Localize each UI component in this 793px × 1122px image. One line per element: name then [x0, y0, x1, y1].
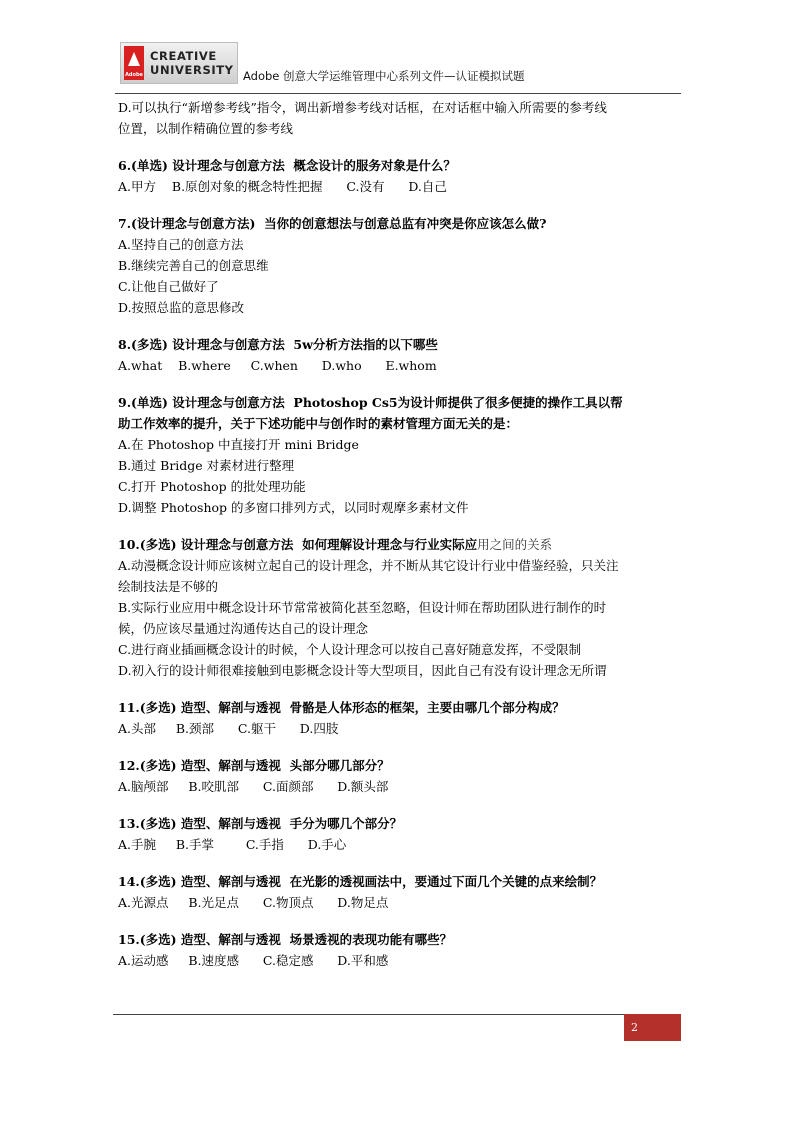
- header-title: Adobe 创意大学运维管理中心系列文件—认证模拟试题: [243, 69, 525, 83]
- question-7: [118, 213, 678, 318]
- question-10: [118, 534, 678, 681]
- question-14: [118, 871, 678, 913]
- question-title: 11.(多选) 造型、解剖与透视 骨骼是人体形态的框架，主要由哪几个部分构成？: [118, 700, 565, 715]
- page-number: 2: [631, 1021, 638, 1034]
- question-title: 13.(多选) 造型、解剖与透视 手分为哪几个部分？: [118, 816, 403, 831]
- continued-option-line: 位置，以制作精确位置的参考线: [118, 121, 294, 136]
- question-9: [118, 392, 678, 518]
- question-option-line: 候，仍应该尽量通过沟通传达自己的设计理念: [118, 621, 369, 636]
- question-option: C.让他自己做好了: [118, 279, 219, 294]
- question-option-line: C.进行商业插画概念设计的时候，个人设计理念可以按自己喜好随意发挥，不受限制: [118, 642, 582, 657]
- header-divider: [115, 93, 681, 94]
- adobe-logo-text: Adobe: [125, 72, 143, 78]
- question-option: C.打开 Photoshop 的批处理功能: [118, 479, 306, 494]
- question-15: [118, 929, 678, 971]
- question-option: A.坚持自己的创意方法: [118, 237, 244, 252]
- question-title: 8.(多选) 设计理念与创意方法 5w分析方法指的以下哪些: [118, 337, 438, 352]
- continued-option-line: D.可以执行“新增参考线”指令，调出新增参考线对话框，在对话框中输入所需要的参考线: [118, 100, 607, 115]
- question-option: D.按照总监的意思修改: [118, 300, 245, 315]
- question-8: [118, 334, 678, 376]
- question-option: A.在 Photoshop 中直接打开 mini Bridge: [118, 437, 359, 452]
- logo-text-creative: CREATIVE: [150, 49, 217, 63]
- question-options: A.脑颅部 B.咬肌部 C.面颜部 D.额头部: [118, 779, 389, 794]
- question-12: [118, 755, 678, 797]
- question-options: A.甲方 B.原创对象的概念特性把握 C.没有 D.自己: [118, 179, 447, 194]
- question-6: [118, 155, 678, 197]
- question-option-line: D.初入行的设计师很难接触到电影概念设计等大型项目，因此自己有没有设计理念无所谓: [118, 663, 607, 678]
- adobe-logo-icon: [124, 46, 144, 80]
- question-option: B.通过 Bridge 对素材进行整理: [118, 458, 295, 473]
- question-title: 15.(多选) 造型、解剖与透视 场景透视的表现功能有哪些？: [118, 932, 453, 947]
- question-title-plain: 用之间的关系: [477, 537, 553, 552]
- question-option-line: B.实际行业应用中概念设计环节常常被简化甚至忽略，但设计师在帮助团队进行制作的时: [118, 600, 607, 615]
- logo-text-university: UNIVERSITY: [150, 63, 234, 77]
- question-option: B.继续完善自己的创意思维: [118, 258, 269, 273]
- page-number-box: [624, 1014, 681, 1041]
- question-option-line: A.动漫概念设计师应该树立起自己的设计理念，并不断从其它设计行业中借鉴经验，只关注: [118, 558, 619, 573]
- document-body: [118, 97, 678, 971]
- question-option: D.调整 Photoshop 的多窗口排列方式，以同时观摩多素材文件: [118, 500, 469, 515]
- question-options: A.what B.where C.when D.who E.whom: [118, 358, 437, 373]
- question-option-line: 绘制技法是不够的: [118, 579, 219, 594]
- question-11: [118, 697, 678, 739]
- question-13: [118, 813, 678, 855]
- page-header: [115, 40, 681, 94]
- question-title: 9.(单选) 设计理念与创意方法 Photoshop Cs5为设计师提供了很多便捷的操作工具以帮: [118, 395, 623, 410]
- question-title: [118, 534, 678, 555]
- creative-university-logo: [120, 42, 238, 84]
- question-options: A.头部 B.颈部 C.躯干 D.四肢: [118, 721, 339, 736]
- question-title: 6.(单选) 设计理念与创意方法 概念设计的服务对象是什么？: [118, 158, 456, 173]
- question-options: A.光源点 B.光足点 C.物顶点 D.物足点: [118, 895, 389, 910]
- footer-divider: [113, 1014, 681, 1015]
- question-title: 14.(多选) 造型、解剖与透视 在光影的透视画法中，要通过下面几个关键的点来绘制？: [118, 874, 603, 889]
- question-title-continued: 助工作效率的提升，关于下述功能中与创作时的素材管理方面无关的是：: [118, 416, 519, 431]
- question-title: 7.(设计理念与创意方法) 当你的创意想法与创意总监有冲突是你应该怎么做?: [118, 216, 547, 231]
- question-options: A.运动感 B.速度感 C.稳定感 D.平和感: [118, 953, 389, 968]
- question-title-bold: 10.(多选) 设计理念与创意方法 如何理解设计理念与行业实际应: [118, 537, 478, 552]
- question-options: A.手腕 B.手掌 C.手指 D.手心: [118, 837, 347, 852]
- question-title: 12.(多选) 造型、解剖与透视 头部分哪几部分？: [118, 758, 390, 773]
